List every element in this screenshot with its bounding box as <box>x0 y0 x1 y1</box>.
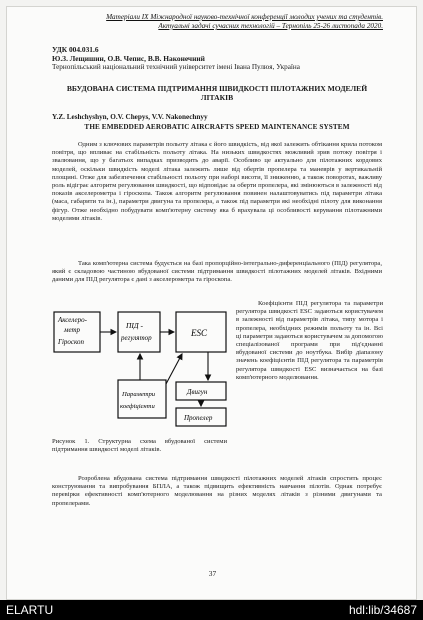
page-number: 37 <box>208 569 217 578</box>
udk-code: УДК 004.031.6 <box>52 45 99 54</box>
params-label-2: коефіцієнти <box>120 403 155 410</box>
params-label-1: Параметри <box>122 391 156 398</box>
pid-regulator-block <box>118 312 160 352</box>
authors-en: Y.Z. Leshchyshyn, O.V. Chepys, V.V. Nakonechnyy <box>52 113 208 121</box>
parameters-coefficients-block <box>118 380 166 418</box>
esc-label: ESC <box>191 328 208 338</box>
structure-diagram <box>52 298 230 434</box>
arrow-params-to-esc <box>166 354 182 384</box>
footer-handle[interactable]: hdl:lib/34687 <box>348 603 417 617</box>
authors: Ю.З. Лещишин, О.В. Чепис, В.В. Наконечний <box>52 54 205 63</box>
paragraph-coefficients: Коефіцієнти ПІД регулятора та параметри регулятора швидкості ESC задаються користувачем в залежності від параметрів літака, типу мотора і пропелера, необхідних режимів польоту та ін. Всі ці параметри задаються користувачем за допомогою спеціалізованої програми при під'єднанні вбудованої системи до ноутбука. Вибір діапазону значень коефіцієнтів ПІД регулятора та параметрів регулятора швидкості ESC визначається на базі комп'ютерного моделювання. <box>236 300 383 381</box>
conference-header-line-1: Матеріали IX Міжнародної науково-технічної конференції молодих учених та студентів. <box>106 13 383 21</box>
pid-label-2: регулятор <box>121 334 152 342</box>
paper-title-en: THE EMBEDDED AEROBATIC AIRCRAFTS SPEED MAINTENANCE SYSTEM <box>84 123 350 131</box>
motor-block <box>176 382 226 400</box>
propeller-label: Пропелер <box>184 414 213 422</box>
conference-header-line-2: Актуальні задачі сучасних технологій – Тернопіль 25-26 листопада 2020. <box>158 22 383 30</box>
footer-repository-name: ELARTU <box>6 603 54 617</box>
propeller-block <box>176 408 226 426</box>
pid-label-1: ПІД - <box>126 321 144 330</box>
accelerometer-gyroscope-block <box>54 312 100 352</box>
accel-label-2: метр <box>64 326 81 334</box>
accel-label-1: Акселеро- <box>58 316 87 324</box>
motor-label: Двигун <box>187 388 208 396</box>
figure-caption: Рисунок 1. Структурна схема вбудованої системи підтримання швидкості моделі літаків. <box>52 438 227 454</box>
paper-title-ua: ВБУДОВАНА СИСТЕМА ПІДТРИМАННЯ ШВИДКОСТІ ПІЛОТАЖНИХ МОДЕЛЕЙ ЛІТАКІВ <box>66 84 368 103</box>
paragraph-system: Така комп'ютерна система будується на базі пропорційно-інтегрально-диференціального (ПІД) регулятора, який є складовою частиною вбудованої системи підтримання швидкості пілотажних моделей літаків. Вхідними даними для ПІД регулятора є дані з акселерометра та гіроскопа. <box>52 260 382 284</box>
document-page <box>6 6 417 600</box>
esc-block <box>176 312 226 352</box>
paragraph-intro: Одним з ключових параметрів польоту літака є його швидкість, від якої залежить обтікання крила потоком повітря, що впливає на стабільність польоту літака. На низьких швидкостях можливий зрив потоку повітря і звалювання, що у багатьох випадках призводить до аварії. Особливо це актуально для пілотажних кордових моделей, оскільки швидкість моделі літака залежить лише від обертів пропелера та маневрів у вертикальній площині. Отже для забезпечення стабільності польоту при наборі висоти, її зниженню, а також поворотах, важливу роль відіграє алгоритм регулювання швидкості, що відповідає за оберти пропелера, які змінюються в залежності від показів акселерометра і гіроскопа. Також алгоритм регулювання повинен налаштовуватись під параметри літака (маса, габарити та ін.), параметри двигуна та пропелера, а також під параметри які необхідні пілоту для виконання фігур. Отже необхідно побудувати комп'ютерну систему яка б врахувала ці особливості керування пілотажними моделями літаків. <box>52 141 382 222</box>
affiliation: Тернопільський національний технічний університет імені Івана Пулюя, Україна <box>52 63 300 71</box>
paragraph-conclusion: Розроблена вбудована система підтримання швидкості пілотажних моделей літаків спростить процес конструювання та випробування БПЛА, а також підвищить ефективність навчання пілотів. Однак потребує перевірки ефективності комп'ютерного моделювання на різних моделях літаків з різними двигунами та пропелерами. <box>52 475 382 507</box>
footer-bar <box>0 600 423 620</box>
gyro-label: Гіроскоп <box>58 338 85 346</box>
